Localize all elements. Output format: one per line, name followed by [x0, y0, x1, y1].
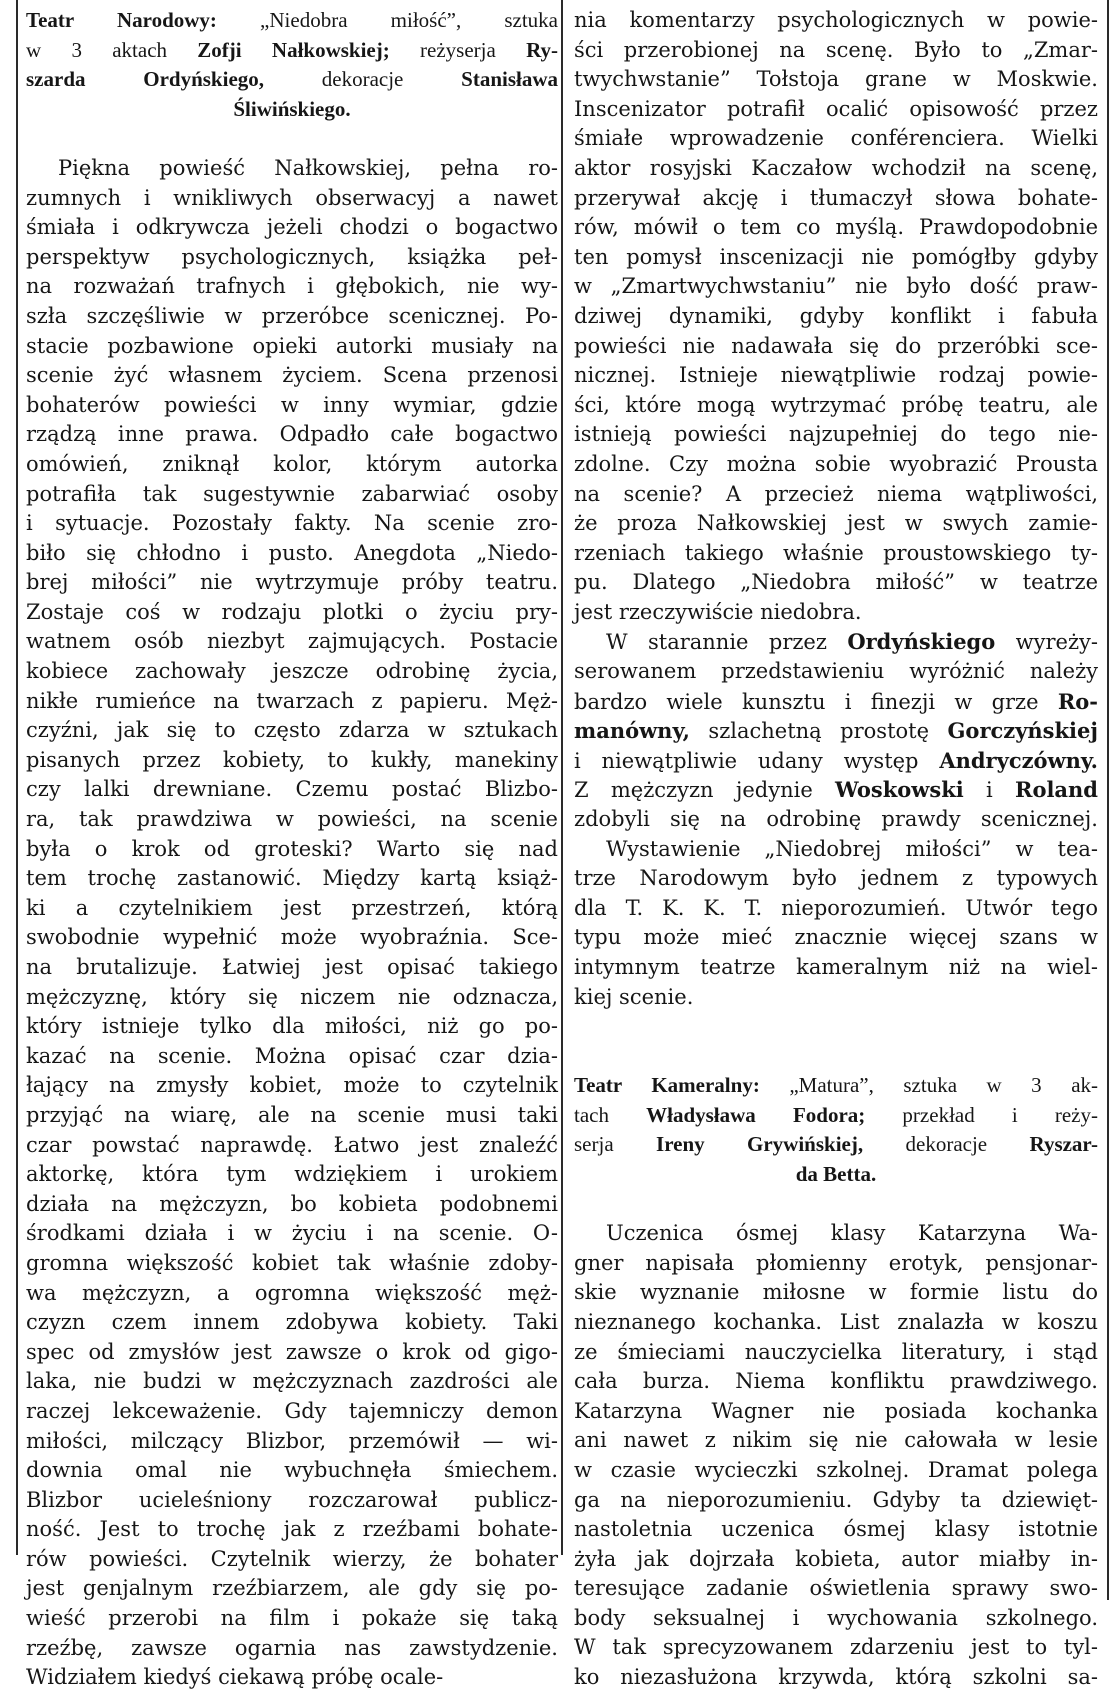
bold-text-run: Śliwińskiego.	[233, 96, 351, 121]
text-line: cała burza. Niema konfliktu prawdziwego.	[574, 1369, 1098, 1394]
text-line: mężczyznę, który się niczem nie odznacza,	[26, 984, 558, 1009]
text-line: miłości, milczący Blizbor, przemówił — wi-	[26, 1428, 558, 1453]
bold-text-run: Ro-	[1057, 688, 1098, 714]
text-run: tach	[574, 1102, 647, 1127]
text-line: ko niezasłużona krzywda, którą szkolni sa-	[574, 1665, 1098, 1690]
text-run: reżyserja	[389, 37, 527, 62]
text-line: kobiece zachowały jeszcze odrobinę życia,	[26, 659, 558, 684]
header-line	[574, 1160, 1098, 1190]
text-line: potrafiła tak sugestywnie zabarwiać osoby	[26, 481, 558, 506]
text-line: czy lalki drewniane. Czemu postać Blizbo-	[26, 777, 558, 802]
left-column	[26, 6, 558, 1693]
text-line: spec od zmysłów jest zawsze o krok od gigo-	[26, 1339, 558, 1364]
text-line: Widziałem kiedyś ciekawą próbę ocale-	[26, 1665, 444, 1690]
text-line: działa na mężczyzn, bo kobieta podobnemi	[26, 1191, 558, 1216]
text-line: żyła jak dojrzała kobieta, autor miałby in-	[574, 1546, 1098, 1571]
text-line: zumnych i wnikliwych obserwacyj a nawet	[26, 185, 558, 210]
text-line: twychwstanie” Tołstoja grane w Moskwie.	[574, 67, 1098, 92]
text-line: downia omal nie wybuchnęła śmiechem.	[26, 1458, 558, 1483]
text-line: Piękna powieść Nałkowskiej, pełna ro-	[58, 155, 558, 180]
bold-text-run: da Betta.	[795, 1161, 877, 1186]
text-line: w „Zmartwychwstaniu” nie było dość praw-	[574, 274, 1098, 299]
bold-text-run: Ryszar-	[1029, 1132, 1098, 1157]
text-line: brej miłości” nie wytrzymuje próby teatru.	[26, 570, 558, 595]
bold-text-run: Ireny Grywińskiej,	[656, 1132, 864, 1157]
header-line	[26, 6, 558, 36]
text-line: kazać na scenie. Można opisać czar dzia-	[26, 1043, 558, 1068]
bold-text-run: Zofji Nałkowskiej;	[197, 37, 390, 62]
text-run: wyreży-	[995, 630, 1098, 655]
text-line: omówień, zniknął kolor, którym autorka	[26, 451, 558, 476]
text-line: na rozważań trafnych i głębokich, nie wy-	[26, 274, 558, 299]
text-line: ten pomysł inscenizacji nie pomógłby gdyby	[574, 244, 1098, 269]
text-run: „Niedobra miłość”, sztuka	[216, 8, 559, 32]
text-line: W tak sprecyzowanem zdarzeniu jest to tyl-	[574, 1635, 1098, 1660]
text-line: Wystawienie „Niedobrej miłości” w tea-	[606, 836, 1098, 861]
text-line: rządzą inne prawa. Odpadło całe bogactwo	[26, 422, 558, 447]
text-line: bohaterów powieści w inny wymiar, gdzie	[26, 392, 558, 417]
text-run: W starannie przez	[606, 630, 848, 655]
text-line: Uczenica ósmej klasy Katarzyna Wa-	[606, 1221, 1098, 1246]
text-run: bardzo wiele kunsztu i finezji w grze	[574, 689, 1058, 714]
column-divider-rule	[561, 0, 563, 1555]
text-line: pisanych przez kobiety, to kukły, manekiny	[26, 747, 558, 772]
text-run: szlachetną prostotę	[689, 719, 948, 744]
review-body-kameralny	[574, 1219, 1098, 1693]
text-line: swobodnie wypełnić może wyobraźnia. Sce-	[26, 925, 558, 950]
text-run: dekoracje	[863, 1132, 1030, 1157]
text-line: Blizbor ucieleśniony rozczarował publicz-	[26, 1487, 558, 1512]
text-line: ga na nieporozumieniu. Gdyby ta dziewięt-	[574, 1487, 1098, 1512]
text-line: istnieją powieści najzupełniej do tego nie-	[574, 422, 1098, 447]
text-line: nikłe rumieńce na twarzach z papieru. Męż-	[26, 688, 558, 713]
paragraph-line	[574, 805, 1098, 835]
text-line: stacie pozbawione opieki autorki musiały na	[26, 333, 558, 358]
review-header-kameralny	[574, 1071, 1098, 1189]
bold-text-run: szarda Ordyńskiego,	[26, 67, 265, 92]
text-line: scenie żyć własnem życiem. Scena przenosi	[26, 363, 558, 388]
text-line: w czasie wycieczki szkolnej. Dramat polega	[574, 1457, 1098, 1482]
text-line: raczej lekceważenie. Gdy tajemniczy demon	[26, 1398, 558, 1423]
text-line: teresujące zadanie oświetlenia sprawy swo-	[574, 1576, 1098, 1601]
text-line: była o krok od groteski? Warto się nad	[26, 836, 558, 861]
text-line: ści przerobionej na scenę. Było to „Zmar-	[574, 37, 1098, 62]
text-line: który istnieje tylko dla miłości, niż go po-	[26, 1014, 558, 1039]
bold-text-run: Woskowski	[835, 777, 964, 803]
text-line: jest rzeczywiście niedobra.	[574, 599, 862, 624]
text-line: pu. Dlatego „Niedobra miłość” w teatrze	[574, 570, 1098, 595]
text-line: przerywał akcję i tłumaczył słowa bohate-	[574, 185, 1098, 210]
text-line: na scenie? A przecież niema wątpliwości,	[574, 481, 1098, 506]
paragraph-line	[574, 627, 1098, 657]
text-run: Z mężczyzn jedynie	[574, 778, 836, 803]
review-paragraph-conclusion	[574, 835, 1098, 1013]
text-line: kiej scenie.	[574, 984, 694, 1009]
text-line: aktor rosyjski Kaczałow wchodził na scenę,	[574, 155, 1098, 180]
text-line: śmiałe wprowadzenie conférenciera. Wielki	[574, 126, 1098, 151]
header-line	[26, 65, 558, 95]
text-run: przekład i reży-	[865, 1102, 1098, 1127]
text-line: tem trochę zastanowić. Między kartą książ-	[26, 866, 558, 891]
text-line: szła szczęśliwie w przeróbce scenicznej. Po-	[26, 303, 558, 328]
text-line: trze Narodowym było jednem z typowych	[574, 866, 1098, 891]
text-line: rów powieści. Czytelnik wierzy, że bohater	[26, 1546, 558, 1571]
paragraph-line	[574, 657, 1098, 687]
text-line: wa mężczyzn, a ogromna większość męż-	[26, 1280, 558, 1305]
text-line: body seksualnej i wychowania szkolnego.	[574, 1605, 1098, 1630]
text-line: dziwej dynamiki, gdyby konflikt i fabuła	[574, 303, 1098, 328]
bold-text-run: Roland	[1015, 777, 1098, 803]
text-line: wieść przerobi na film i pokaże się taką	[26, 1606, 558, 1631]
text-line: dla T. K. K. T. nieporozumień. Utwór tego	[574, 895, 1098, 920]
text-line: jest genjalnym rzeźbiarzem, ale gdy się po-	[26, 1576, 558, 1601]
text-line: typu może mieć znacznie więcej szans w	[574, 925, 1098, 950]
bold-text-run: Andryczówny.	[939, 747, 1098, 773]
text-run: „Matura”, sztuka w 3 ak-	[759, 1073, 1099, 1098]
text-line: rzeźbę, zawsze ogarnia nas zawstydzenie.	[26, 1635, 558, 1660]
text-line: watnem osób niezbyt zajmujących. Postacie	[26, 629, 558, 654]
text-line: perspektyw psychologicznych, książka peł-	[26, 244, 558, 269]
text-line: środkami działa i w życiu i na scenie. O-	[26, 1221, 558, 1246]
text-run: i	[963, 778, 1015, 803]
bold-text-run: Gorczyńskiej	[947, 718, 1098, 744]
bold-text-run: Teatr Kameralny:	[574, 1073, 760, 1098]
text-line: Zostaje coś w rodzaju plotki o życiu pry-	[26, 599, 558, 624]
header-line	[26, 95, 558, 125]
bold-text-run: manówny,	[574, 718, 690, 744]
text-line: ści, które mogą wytrzymać próbę teatru, ale	[574, 392, 1098, 417]
text-line: nieznanego kochanka. List znalazła w koszu	[574, 1309, 1098, 1334]
text-line: rów, mówił o tem co myślą. Prawdopodobnie	[574, 215, 1098, 240]
text-line: czyźni, jak się to często zdarza w sztukach	[26, 718, 558, 743]
bold-text-run: Stanisława	[461, 67, 558, 92]
text-line: intymnym teatrze kameralnym niż na wiel-	[574, 955, 1098, 979]
text-line: nia komentarzy psychologicznych w powie-	[574, 8, 1098, 32]
review-body-continued	[574, 6, 1098, 627]
text-line: i sytuacje. Pozostały fakty. Na scenie zro-	[26, 511, 558, 536]
text-line: czar powstać naprawdę. Łatwo jest znaleźć	[26, 1132, 558, 1157]
review-body-narodowy	[26, 154, 558, 1693]
review-header-narodowy	[26, 6, 558, 124]
text-run: serowanem przedstawieniu wyróżnić należy	[574, 659, 1098, 684]
text-run: i niewątpliwie udany występ	[574, 748, 940, 773]
text-line: ani nawet z nikim się nie całowała w lesie	[574, 1428, 1098, 1453]
text-line: zdolne. Czy można sobie wyobrazić Prousta	[574, 451, 1098, 476]
text-line: czyzn czem innem zdobywa kobiety. Taki	[26, 1310, 558, 1335]
bold-text-run: Ry-	[526, 37, 559, 62]
text-line: biło się chłodno i pusto. Anegdota „Niedo-	[26, 540, 558, 565]
text-run: w 3 aktach	[26, 37, 198, 62]
header-line	[574, 1101, 1098, 1131]
paragraph-line	[574, 716, 1098, 746]
text-line: ność. Jest to trochę jak z rzeźbami bohate-	[26, 1517, 558, 1542]
text-line: laka, nie budzi w mężczyznach zazdrości ale	[26, 1369, 558, 1394]
text-line: na brutalizuje. Łatwiej jest opisać takiego	[26, 955, 558, 979]
right-margin-rule	[1107, 0, 1109, 1600]
text-run: zdobyli się na odrobinę prawdy scenicznej.	[574, 807, 1098, 832]
text-line: skie wyznanie miłosne w formie listu do	[574, 1280, 1098, 1305]
text-line: gromna większość kobiet tak właśnie zdoby-	[26, 1250, 558, 1275]
text-line: łający na zmysły kobiet, może to czytelnik	[26, 1073, 558, 1098]
header-line	[26, 36, 558, 66]
text-run: dekoracje	[264, 67, 462, 92]
text-line: ra, tak prawdziwa w powieści, na scenie	[26, 807, 558, 832]
text-line: Katarzyna Wagner nie posiada kochanka	[574, 1398, 1098, 1423]
text-line: śmiała i odkrywcza jeżeli chodzi o bogactwo	[26, 215, 558, 240]
text-line: Inscenizator potrafił ocalić opisowość przez	[574, 96, 1098, 121]
text-line: że proza Nałkowskiej jest w swych zamie-	[574, 511, 1098, 536]
text-line: gner napisała płomienny erotyk, pensjonar-	[574, 1250, 1098, 1275]
paragraph-line	[574, 775, 1098, 805]
bold-text-run: Teatr Narodowy:	[26, 8, 217, 32]
bold-text-run: Ordyńskiego	[847, 629, 996, 655]
text-line: nastoletnia uczenica ósmej klasy istotnie	[574, 1517, 1098, 1542]
text-run: serja	[574, 1132, 657, 1157]
text-line: aktorkę, która tym wdziękiem i urokiem	[26, 1162, 558, 1187]
text-line: przyjąć na wiarę, ale na scenie musi taki	[26, 1102, 558, 1127]
header-line	[574, 1071, 1098, 1101]
review-paragraph-cast	[574, 627, 1098, 834]
left-margin-rule	[16, 0, 18, 1555]
paragraph-line	[574, 746, 1098, 776]
text-line: rzeniach takiego właśnie proustowskiego ty-	[574, 540, 1098, 565]
right-column	[574, 6, 1098, 1693]
text-line: powieści nie nadawała się do przeróbki sce-	[574, 333, 1098, 358]
bold-text-run: Władysława Fodora;	[646, 1102, 866, 1127]
paragraph-line	[574, 687, 1098, 717]
text-line: ki a czytelnikiem jest przestrzeń, którą	[26, 895, 558, 920]
text-line: nicznej. Istnieje niewątpliwie rodzaj powie-	[574, 363, 1098, 388]
text-line: ze śmieciami nauczycielka literatury, i stąd	[574, 1339, 1098, 1364]
header-line	[574, 1130, 1098, 1160]
